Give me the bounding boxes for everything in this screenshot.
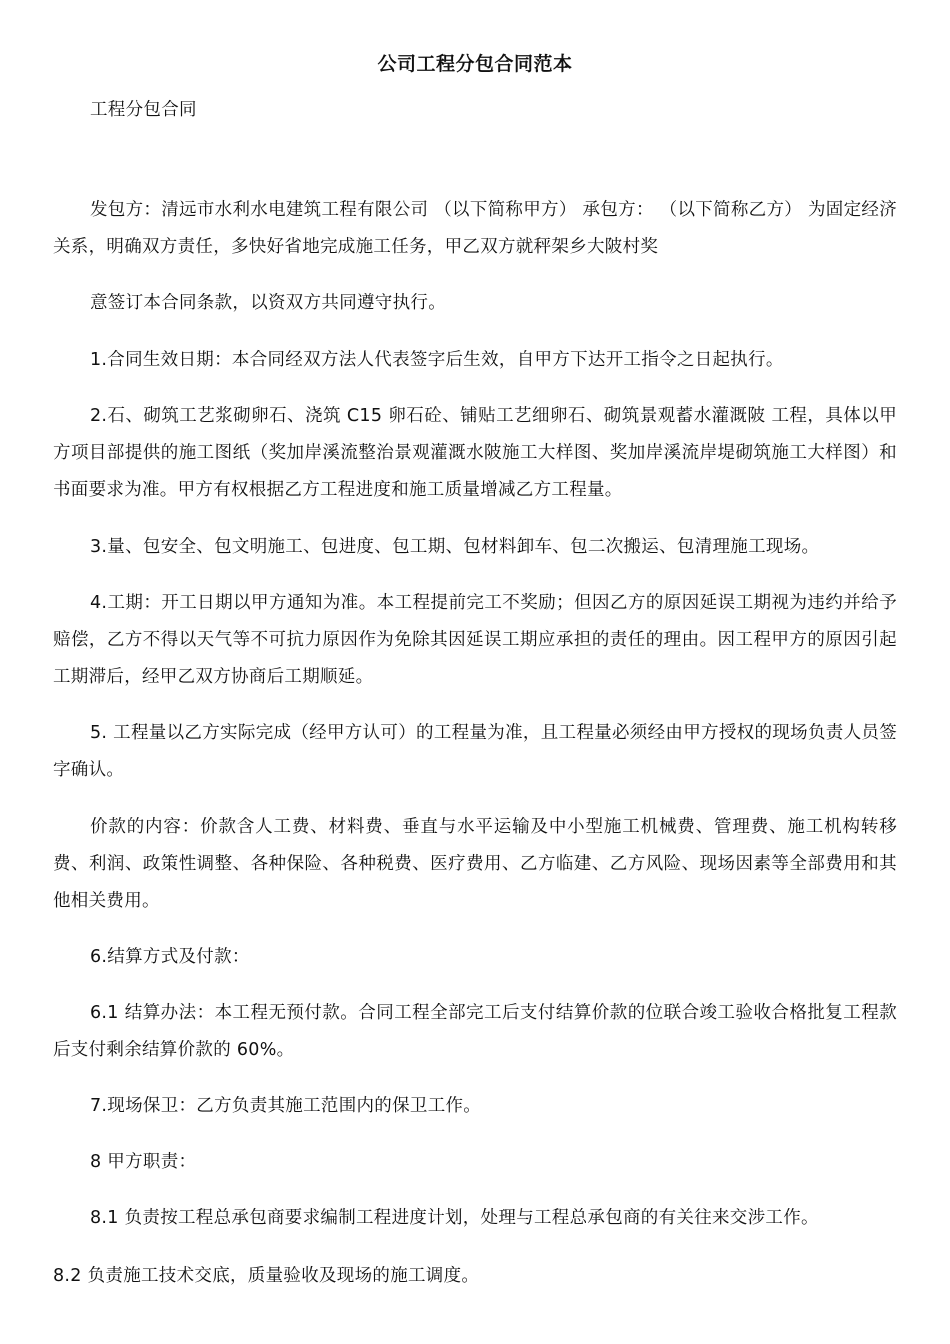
paragraph-parties: 发包方：清远市水利水电建筑工程有限公司 （以下简称甲方） 承包方： （以下简称乙方） 为固定经济关系，明确双方责任，多快好省地完成施工任务，甲乙双方就秤架乡大陂村奖	[53, 200, 897, 257]
paragraph-clause-7: 7.现场保卫：乙方负责其施工范围内的保卫工作。	[90, 1096, 482, 1116]
document-title: 公司工程分包合同范本	[377, 53, 573, 75]
paragraph-clause-8-2: 8.2 负责施工技术交底，质量验收及现场的施工调度。	[53, 1266, 480, 1286]
paragraph-agreement: 意签订本合同条款，以资双方共同遵守执行。	[90, 293, 446, 313]
paragraph-clause-3: 3.量、包安全、包文明施工、包进度、包工期、包材料卸车、包二次搬运、包清理施工现场。	[90, 537, 820, 557]
paragraph-clause-1: 1.合同生效日期：本合同经双方法人代表签字后生效，自甲方下达开工指令之日起执行。	[90, 350, 784, 370]
paragraph-price-content: 价款的内容：价款含人工费、材料费、垂直与水平运输及中小型施工机械费、管理费、施工机构转移费、利润、政策性调整、各种保险、各种税费、医疗费用、乙方临建、乙方风险、现场因素等全部费用和其他相关费用。	[53, 817, 897, 911]
paragraph-clause-2: 2.石、砌筑工艺浆砌卵石、浇筑 C15 卵石砼、铺贴工艺细卵石、砌筑景观蓄水灌溉陂 工程，具体以甲方项目部提供的施工图纸（奖加岸溪流整治景观灌溉水陂施工大样图、奖加岸溪流岸堤砌筑施工大样图）和书面要求为准。甲方有权根据乙方工程进度和施工质量增减乙方工程量。	[53, 406, 897, 500]
paragraph-subtitle: 工程分包合同	[90, 100, 197, 120]
paragraph-clause-6-1: 6.1 结算办法：本工程无预付款。合同工程全部完工后支付结算价款的位联合竣工验收合格批复工程款后支付剩余结算价款的 60%。	[53, 1003, 897, 1060]
paragraph-clause-8: 8 甲方职责：	[90, 1152, 197, 1172]
paragraph-clause-4: 4.工期：开工日期以甲方通知为准。本工程提前完工不奖励；但因乙方的原因延误工期视为违约并给予赔偿，乙方不得以天气等不可抗力原因作为免除其因延误工期应承担的责任的理由。因工程甲方的原因引起工期滞后，经甲乙双方协商后工期顺延。	[53, 593, 897, 687]
paragraph-clause-8-1: 8.1 负责按工程总承包商要求编制工程进度计划，处理与工程总承包商的有关往来交涉工作。	[90, 1208, 819, 1228]
paragraph-clause-5: 5. 工程量以乙方实际完成（经甲方认可）的工程量为准，且工程量必须经由甲方授权的现场负责人员签字确认。	[53, 723, 897, 780]
paragraph-clause-6: 6.结算方式及付款：	[90, 947, 250, 967]
